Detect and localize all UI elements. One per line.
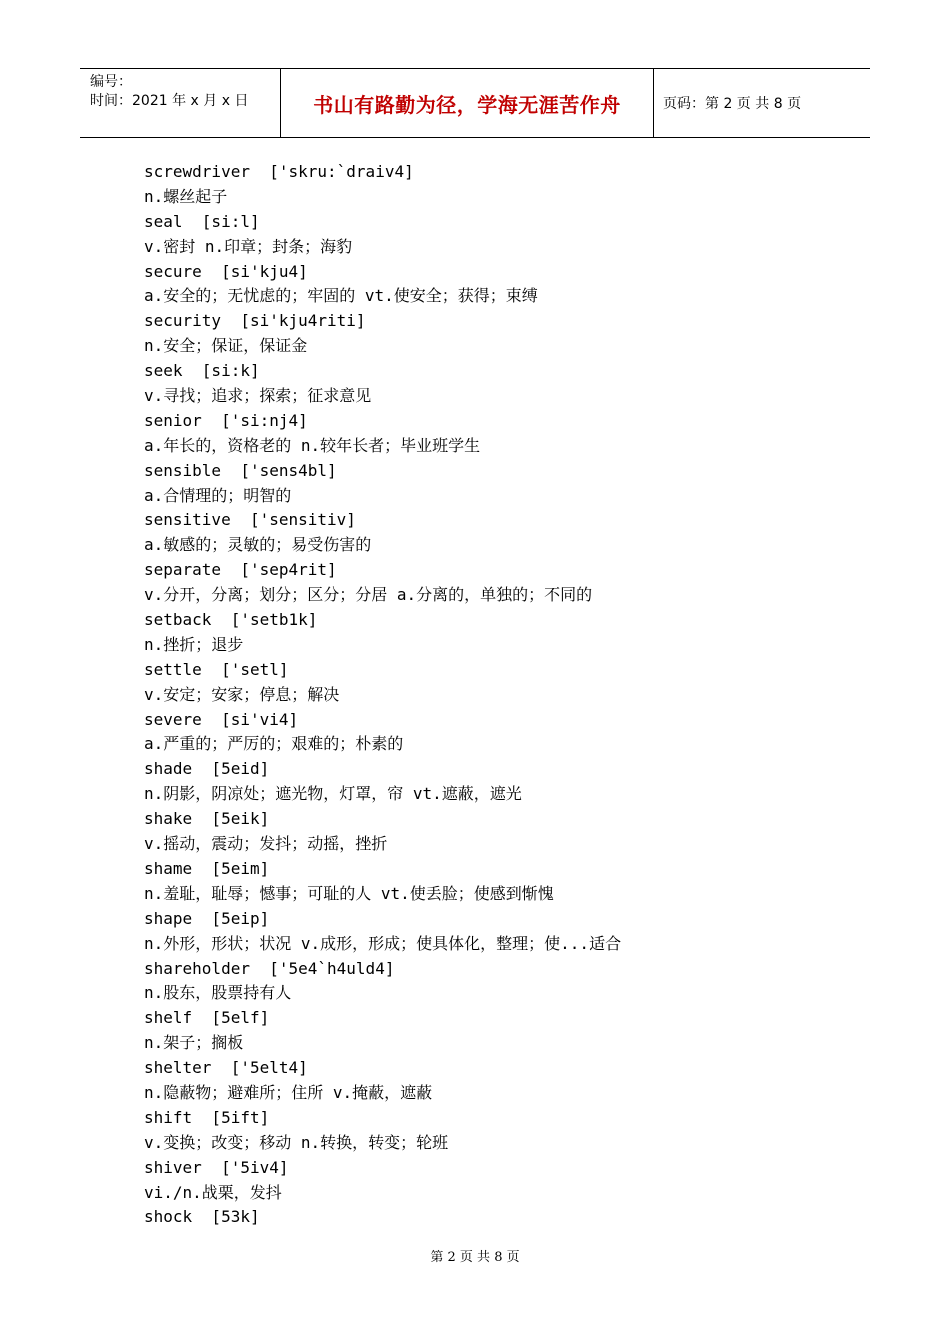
entry-definition: n.架子；搁板 bbox=[144, 1033, 244, 1053]
entry-word: severe [si'vi4] bbox=[144, 709, 299, 729]
entry-word: sensitive ['sensitiv] bbox=[144, 510, 356, 530]
entry-word: shape [5eip] bbox=[144, 908, 270, 928]
entry-word: shiver ['5iv4] bbox=[144, 1157, 289, 1177]
entry-word: shame [5eim] bbox=[144, 858, 270, 878]
page-label: 页码：第 2 页 共 8 页 bbox=[663, 96, 802, 112]
motto: 书山有路勤为径，学海无涯苦作舟 bbox=[281, 69, 654, 137]
entry-word: setback ['setb1k] bbox=[144, 610, 318, 630]
entry-definition: v.变换；改变；移动 n.转换，转变；轮班 bbox=[144, 1132, 449, 1152]
entry-word: senior ['si:nj4] bbox=[144, 410, 308, 430]
entry-word: shade [5eid] bbox=[144, 759, 270, 779]
entry-definition: v.分开，分离；划分；区分；分居 a.分离的，单独的；不同的 bbox=[144, 585, 593, 605]
number-label: 编号： bbox=[90, 74, 132, 90]
entry-word: shelter ['5elt4] bbox=[144, 1058, 308, 1078]
entry-definition: v.密封 n.印章；封条；海豹 bbox=[144, 236, 353, 256]
entry-definition: n.羞耻，耻辱；憾事；可耻的人 vt.使丢脸；使感到惭愧 bbox=[144, 883, 554, 903]
entry-definition: a.安全的；无忧虑的；牢固的 vt.使安全；获得；束缚 bbox=[144, 286, 538, 306]
entry-word: screwdriver ['skru:`draiv4] bbox=[144, 162, 414, 181]
document-header bbox=[80, 68, 870, 138]
entry-definition: vi./n.战栗，发抖 bbox=[144, 1182, 282, 1202]
entry-definition: v.摇动，震动；发抖；动摇，挫折 bbox=[144, 834, 388, 854]
entry-definition: a.合情理的；明智的 bbox=[144, 485, 292, 505]
entry-word: shake [5eik] bbox=[144, 809, 270, 829]
page-footer: 第 2 页 共 8 页 bbox=[430, 1250, 520, 1265]
entry-word: secure [si'kju4] bbox=[144, 261, 308, 281]
entry-definition: n.股东，股票持有人 bbox=[144, 983, 292, 1003]
entry-word: seek [si:k] bbox=[144, 361, 260, 381]
entry-word: seal [si:l] bbox=[144, 211, 260, 231]
entry-definition: n.安全；保证，保证金 bbox=[144, 336, 308, 356]
time-label: 时间：2021 年 x 月 x 日 bbox=[90, 93, 249, 109]
header-left-cell bbox=[80, 69, 281, 137]
vocabulary-list bbox=[144, 160, 844, 1230]
entry-word: settle ['setl] bbox=[144, 659, 289, 679]
entry-definition: a.敏感的；灵敏的；易受伤害的 bbox=[144, 535, 372, 555]
entry-word: shareholder ['5e4`h4uld4] bbox=[144, 958, 395, 978]
entry-definition: a.年长的，资格老的 n.较年长者；毕业班学生 bbox=[144, 435, 481, 455]
entry-word: shift [5ift] bbox=[144, 1107, 270, 1127]
entry-definition: n.挫折；退步 bbox=[144, 634, 244, 654]
entry-word: shock [53k] bbox=[144, 1207, 260, 1227]
entry-definition: n.螺丝起子 bbox=[144, 186, 228, 206]
entry-definition: v.寻找；追求；探索；征求意见 bbox=[144, 386, 372, 406]
entry-definition: n.外形，形状；状况 v.成形，形成；使具体化，整理；使...适合 bbox=[144, 933, 622, 953]
entry-word: security [si'kju4riti] bbox=[144, 311, 366, 331]
entry-word: sensible ['sens4bl] bbox=[144, 460, 337, 480]
entry-definition: n.隐蔽物；避难所；住所 v.掩蔽，遮蔽 bbox=[144, 1082, 433, 1102]
entry-definition: n.阴影，阴凉处；遮光物，灯罩，帘 vt.遮蔽，遮光 bbox=[144, 784, 522, 804]
entry-definition: v.安定；安家；停息；解决 bbox=[144, 684, 340, 704]
entry-word: separate ['sep4rit] bbox=[144, 560, 337, 580]
entry-definition: a.严重的；严厉的；艰难的；朴素的 bbox=[144, 734, 404, 754]
entry-word: shelf [5elf] bbox=[144, 1008, 270, 1028]
